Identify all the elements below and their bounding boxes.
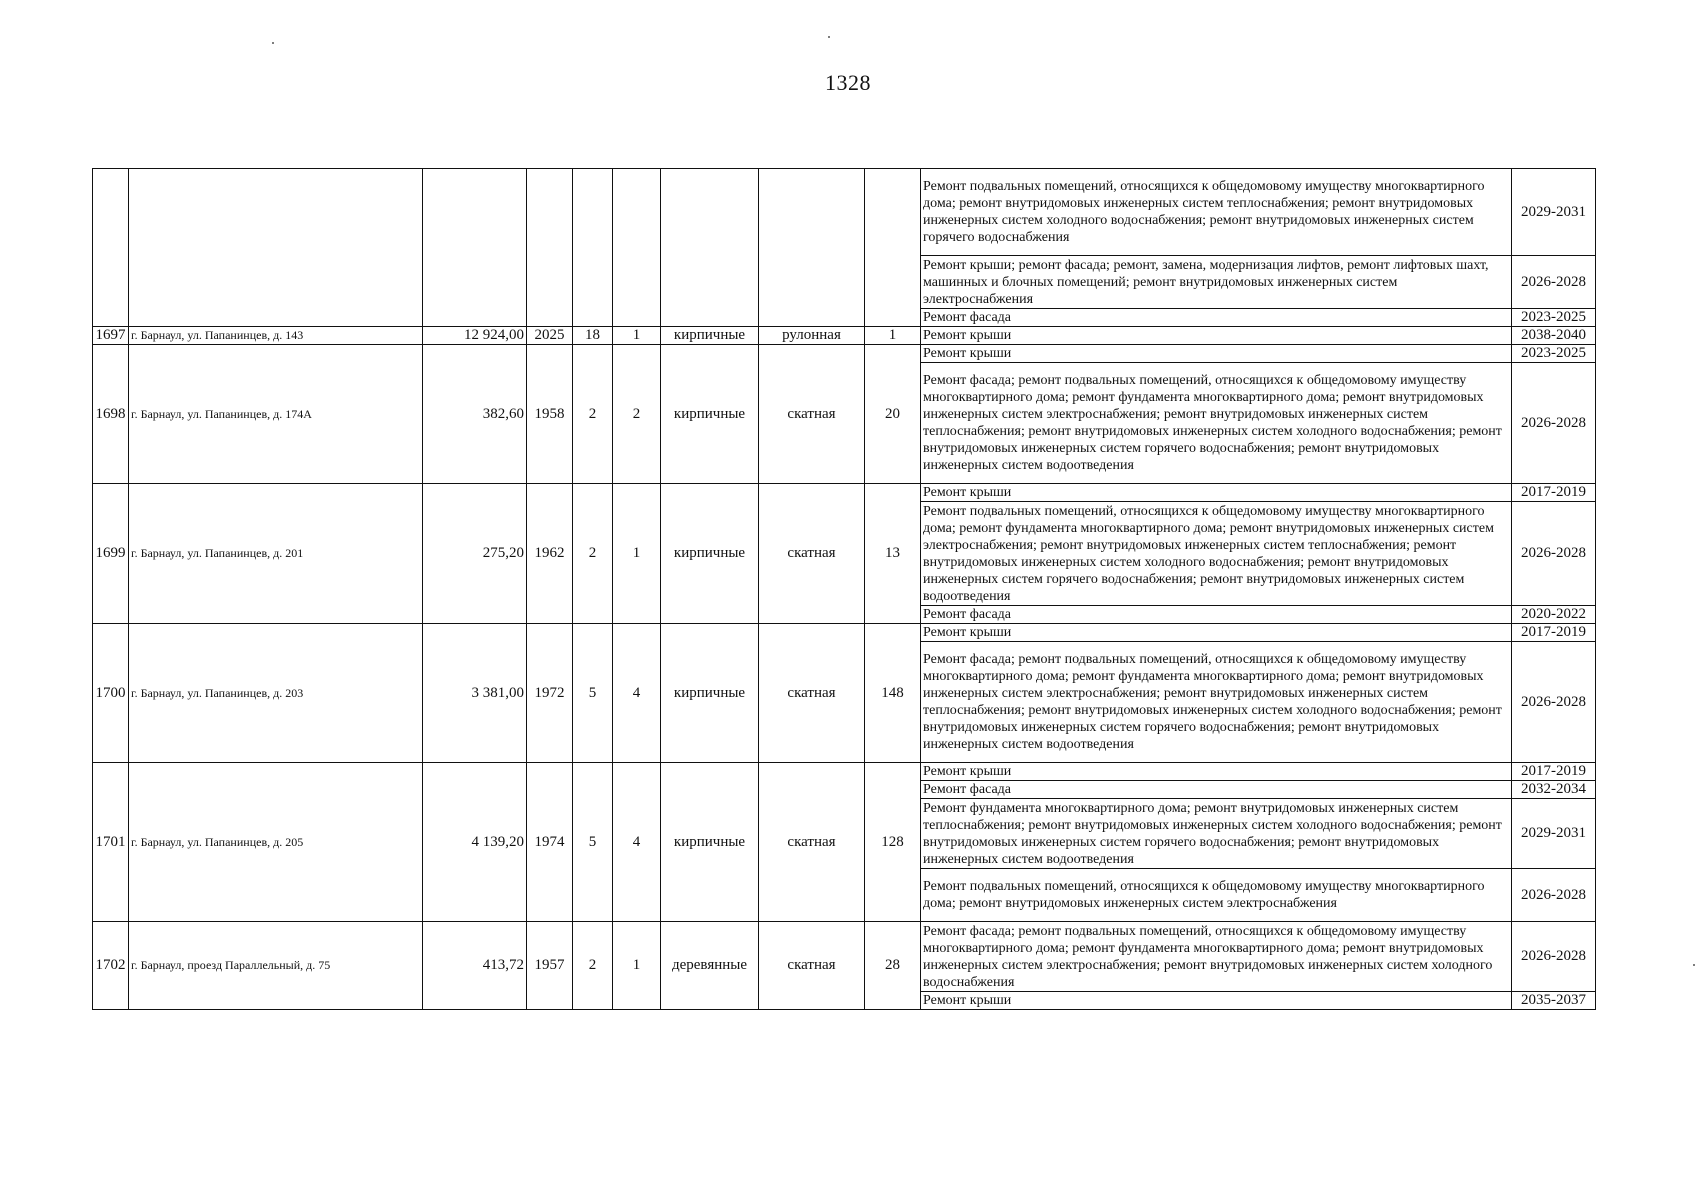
walls-cell: кирпичные bbox=[661, 484, 759, 624]
entrances-cell: 4 bbox=[613, 624, 661, 763]
year-cell: 1958 bbox=[527, 345, 573, 484]
work-cell: Ремонт подвальных помещений, относящихся к общедомовому имуществу многоквартирного дома; ремонт внутридомовых инженерных систем теплоснабжения; ремонт внутридомовых инженерных систем холодного водоснабжения; ремонт внутридомовых инженерных систем горячего водоснабжения bbox=[921, 169, 1512, 256]
floors-cell: 18 bbox=[573, 327, 613, 345]
row-number: 1698 bbox=[93, 345, 129, 484]
work-cell: Ремонт фасада bbox=[921, 781, 1512, 799]
area-cell: 3 381,00 bbox=[423, 624, 527, 763]
area-cell: 4 139,20 bbox=[423, 763, 527, 922]
address-cell: г. Барнаул, проезд Параллельный, д. 75 bbox=[129, 922, 423, 1010]
year-cell: 1972 bbox=[527, 624, 573, 763]
work-cell: Ремонт подвальных помещений, относящихся к общедомовому имуществу многоквартирного дома; ремонт внутридомовых инженерных систем электроснабжения bbox=[921, 869, 1512, 922]
period-cell: 2026-2028 bbox=[1512, 642, 1596, 763]
work-cell: Ремонт фасада bbox=[921, 309, 1512, 327]
empty-cell bbox=[129, 169, 423, 327]
work-cell: Ремонт крыши; ремонт фасада; ремонт, замена, модернизация лифтов, ремонт лифтовых шахт, машинных и блочных помещений; ремонт внутридомовых инженерных систем электроснабжения bbox=[921, 256, 1512, 309]
empty-cell bbox=[759, 169, 865, 327]
period-cell: 2026-2028 bbox=[1512, 502, 1596, 606]
residents-cell: 20 bbox=[865, 345, 921, 484]
row-number: 1701 bbox=[93, 763, 129, 922]
continuation-row bbox=[93, 169, 1596, 256]
address-cell: г. Барнаул, ул. Папанинцев, д. 205 bbox=[129, 763, 423, 922]
address-cell: г. Барнаул, ул. Папанинцев, д. 203 bbox=[129, 624, 423, 763]
work-cell: Ремонт крыши bbox=[921, 345, 1512, 363]
work-cell: Ремонт фундамента многоквартирного дома; ремонт внутридомовых инженерных систем теплоснабжения; ремонт внутридомовых инженерных систем холодного водоснабжения; ремонт внутридомовых инженерных систем горячего водоснабжения; ремонт внутридомовых инженерных систем водоотведения bbox=[921, 799, 1512, 869]
roof-cell: скатная bbox=[759, 345, 865, 484]
roof-cell: скатная bbox=[759, 624, 865, 763]
floors-cell: 5 bbox=[573, 763, 613, 922]
year-cell: 1962 bbox=[527, 484, 573, 624]
area-cell: 275,20 bbox=[423, 484, 527, 624]
scan-speck bbox=[1693, 964, 1695, 966]
walls-cell: кирпичные bbox=[661, 624, 759, 763]
empty-cell bbox=[661, 169, 759, 327]
period-cell: 2017-2019 bbox=[1512, 763, 1596, 781]
roof-cell: скатная bbox=[759, 922, 865, 1010]
residents-cell: 13 bbox=[865, 484, 921, 624]
work-cell: Ремонт фасада; ремонт подвальных помещений, относящихся к общедомовому имуществу многоквартирного дома; ремонт фундамента многоквартирного дома; ремонт внутридомовых инженерных систем электроснабжения; ремонт внутридомовых инженерных систем теплоснабжения; ремонт внутридомовых инженерных систем холодного водоснабжения; ремонт внутридомовых инженерных систем горячего водоснабжения; ремонт внутридомовых инженерных систем водоотведения bbox=[921, 363, 1512, 484]
area-cell: 413,72 bbox=[423, 922, 527, 1010]
roof-cell: рулонная bbox=[759, 327, 865, 345]
walls-cell: кирпичные bbox=[661, 327, 759, 345]
address-cell: г. Барнаул, ул. Папанинцев, д. 201 bbox=[129, 484, 423, 624]
year-cell: 2025 bbox=[527, 327, 573, 345]
roof-cell: скатная bbox=[759, 763, 865, 922]
period-cell: 2029-2031 bbox=[1512, 169, 1596, 256]
empty-cell bbox=[423, 169, 527, 327]
walls-cell: кирпичные bbox=[661, 763, 759, 922]
entrances-cell: 1 bbox=[613, 484, 661, 624]
work-cell: Ремонт крыши bbox=[921, 327, 1512, 345]
row-number: 1700 bbox=[93, 624, 129, 763]
page-number: 1328 bbox=[825, 70, 871, 95]
table-row bbox=[93, 624, 1596, 642]
entrances-cell: 4 bbox=[613, 763, 661, 922]
floors-cell: 2 bbox=[573, 345, 613, 484]
row-number: 1699 bbox=[93, 484, 129, 624]
residents-cell: 28 bbox=[865, 922, 921, 1010]
work-cell: Ремонт подвальных помещений, относящихся к общедомовому имуществу многоквартирного дома; ремонт фундамента многоквартирного дома; ремонт внутридомовых инженерных систем электроснабжения; ремонт внутридомовых инженерных систем теплоснабжения; ремонт внутридомовых инженерных систем холодного водоснабжения; ремонт внутридомовых инженерных систем горячего водоснабжения; ремонт внутридомовых инженерных систем водоотведения bbox=[921, 502, 1512, 606]
work-cell: Ремонт фасада; ремонт подвальных помещений, относящихся к общедомовому имуществу многоквартирного дома; ремонт фундамента многоквартирного дома; ремонт внутридомовых инженерных систем электроснабжения; ремонт внутридомовых инженерных систем холодного водоснабжения bbox=[921, 922, 1512, 992]
period-cell: 2035-2037 bbox=[1512, 992, 1596, 1010]
entrances-cell: 1 bbox=[613, 922, 661, 1010]
period-cell: 2026-2028 bbox=[1512, 256, 1596, 309]
period-cell: 2032-2034 bbox=[1512, 781, 1596, 799]
area-cell: 12 924,00 bbox=[423, 327, 527, 345]
period-cell: 2029-2031 bbox=[1512, 799, 1596, 869]
period-cell: 2023-2025 bbox=[1512, 345, 1596, 363]
floors-cell: 2 bbox=[573, 484, 613, 624]
period-cell: 2026-2028 bbox=[1512, 869, 1596, 922]
period-cell: 2026-2028 bbox=[1512, 363, 1596, 484]
walls-cell: деревянные bbox=[661, 922, 759, 1010]
scan-speck bbox=[272, 42, 274, 44]
residents-cell: 1 bbox=[865, 327, 921, 345]
floors-cell: 5 bbox=[573, 624, 613, 763]
address-cell: г. Барнаул, ул. Папанинцев, д. 174А bbox=[129, 345, 423, 484]
table-row bbox=[93, 345, 1596, 363]
work-cell: Ремонт крыши bbox=[921, 763, 1512, 781]
empty-cell bbox=[613, 169, 661, 327]
entrances-cell: 2 bbox=[613, 345, 661, 484]
roof-cell: скатная bbox=[759, 484, 865, 624]
empty-cell bbox=[573, 169, 613, 327]
period-cell: 2017-2019 bbox=[1512, 484, 1596, 502]
work-cell: Ремонт крыши bbox=[921, 992, 1512, 1010]
address-cell: г. Барнаул, ул. Папанинцев, д. 143 bbox=[129, 327, 423, 345]
row-number: 1702 bbox=[93, 922, 129, 1010]
work-cell: Ремонт крыши bbox=[921, 624, 1512, 642]
table-row bbox=[93, 922, 1596, 992]
row-number: 1697 bbox=[93, 327, 129, 345]
work-cell: Ремонт крыши bbox=[921, 484, 1512, 502]
walls-cell: кирпичные bbox=[661, 345, 759, 484]
empty-cell bbox=[527, 169, 573, 327]
year-cell: 1957 bbox=[527, 922, 573, 1010]
floors-cell: 2 bbox=[573, 922, 613, 1010]
period-cell: 2020-2022 bbox=[1512, 606, 1596, 624]
capital-repair-table bbox=[92, 168, 1596, 1010]
period-cell: 2026-2028 bbox=[1512, 922, 1596, 992]
year-cell: 1974 bbox=[527, 763, 573, 922]
work-cell: Ремонт фасада; ремонт подвальных помещений, относящихся к общедомовому имуществу многоквартирного дома; ремонт фундамента многоквартирного дома; ремонт внутридомовых инженерных систем электроснабжения; ремонт внутридомовых инженерных систем теплоснабжения; ремонт внутридомовых инженерных систем холодного водоснабжения; ремонт внутридомовых инженерных систем горячего водоснабжения; ремонт внутридомовых инженерных систем водоотведения bbox=[921, 642, 1512, 763]
area-cell: 382,60 bbox=[423, 345, 527, 484]
work-cell: Ремонт фасада bbox=[921, 606, 1512, 624]
empty-cell bbox=[865, 169, 921, 327]
scan-speck bbox=[828, 36, 830, 38]
entrances-cell: 1 bbox=[613, 327, 661, 345]
period-cell: 2023-2025 bbox=[1512, 309, 1596, 327]
period-cell: 2017-2019 bbox=[1512, 624, 1596, 642]
period-cell: 2038-2040 bbox=[1512, 327, 1596, 345]
table-row bbox=[93, 763, 1596, 781]
table-row bbox=[93, 327, 1596, 345]
table-row bbox=[93, 484, 1596, 502]
residents-cell: 148 bbox=[865, 624, 921, 763]
residents-cell: 128 bbox=[865, 763, 921, 922]
empty-cell bbox=[93, 169, 129, 327]
